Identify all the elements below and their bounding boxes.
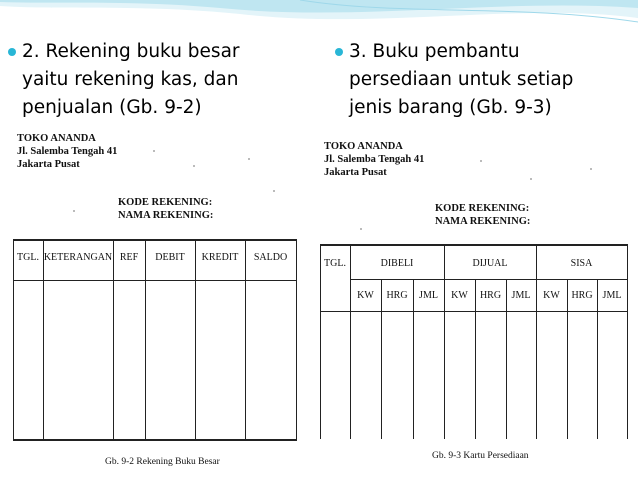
inventory-sub-kw: KW	[543, 290, 560, 301]
bullet-inventory-text: 3. Buku pembantu persediaan untuk setiap jenis barang (Gb. 9-3)	[349, 41, 574, 118]
ledger-col-ref: REF	[119, 252, 139, 263]
ledger-shop-name: TOKO ANANDA	[17, 133, 96, 144]
ledger-col-tgl: TGL.	[17, 252, 39, 263]
inventory-nama-label: NAMA REKENING:	[435, 216, 531, 227]
ledger-shop-city: Jakarta Pusat	[17, 159, 80, 170]
inventory-shop-name: TOKO ANANDA	[324, 141, 403, 152]
ledger-col-saldo: SALDO	[253, 252, 288, 263]
bullet-inventory	[335, 38, 635, 122]
inventory-sub-jml: JML	[419, 290, 438, 301]
inventory-sub-kw: KW	[451, 290, 468, 301]
inventory-group-dibeli: DIBELI	[380, 258, 414, 269]
ledger-kode-label: KODE REKENING:	[118, 197, 213, 208]
ledger-shop-info	[17, 132, 117, 171]
ledger-caption: Gb. 9-2 Rekening Buku Besar	[105, 457, 220, 467]
inventory-sub-jml: JML	[602, 290, 622, 301]
ledger-shop-street: Jl. Salemba Tengah 41	[17, 146, 118, 157]
ledger-col-kredit: KREDIT	[201, 252, 239, 263]
inventory-sub-hrg: HRG	[571, 290, 593, 301]
bullet-ledger-text: 2. Rekening buku besar yaitu rekening kas, dan penjualan (Gb. 9-2)	[22, 41, 240, 118]
bullet-ledger	[8, 38, 308, 122]
bullet-dot-icon	[8, 48, 16, 56]
ledger-nama-label: NAMA REKENING:	[118, 210, 214, 221]
inventory-group-dijual: DIJUAL	[472, 258, 508, 269]
inventory-col-tgl: TGL.	[324, 258, 346, 269]
inventory-shop-city: Jakarta Pusat	[324, 167, 387, 178]
inventory-caption: Gb. 9-3 Kartu Persediaan	[432, 451, 529, 461]
inventory-form	[320, 138, 630, 475]
inventory-group-sisa: SISA	[570, 258, 593, 269]
inventory-shop-info	[324, 140, 424, 179]
inventory-sub-hrg: HRG	[386, 290, 408, 301]
inventory-sub-kw: KW	[357, 290, 374, 301]
ledger-col-keterangan: KETERANGAN	[43, 252, 113, 263]
ledger-col-debit: DEBIT	[155, 252, 185, 263]
inventory-sub-hrg: HRG	[479, 290, 502, 301]
header-wave	[0, 0, 638, 40]
bullet-dot-icon	[335, 48, 343, 56]
inventory-sub-jml: JML	[511, 290, 531, 301]
ledger-form	[13, 130, 303, 475]
inventory-kode-label: KODE REKENING:	[435, 203, 530, 214]
inventory-shop-street: Jl. Salemba Tengah 41	[324, 154, 425, 165]
